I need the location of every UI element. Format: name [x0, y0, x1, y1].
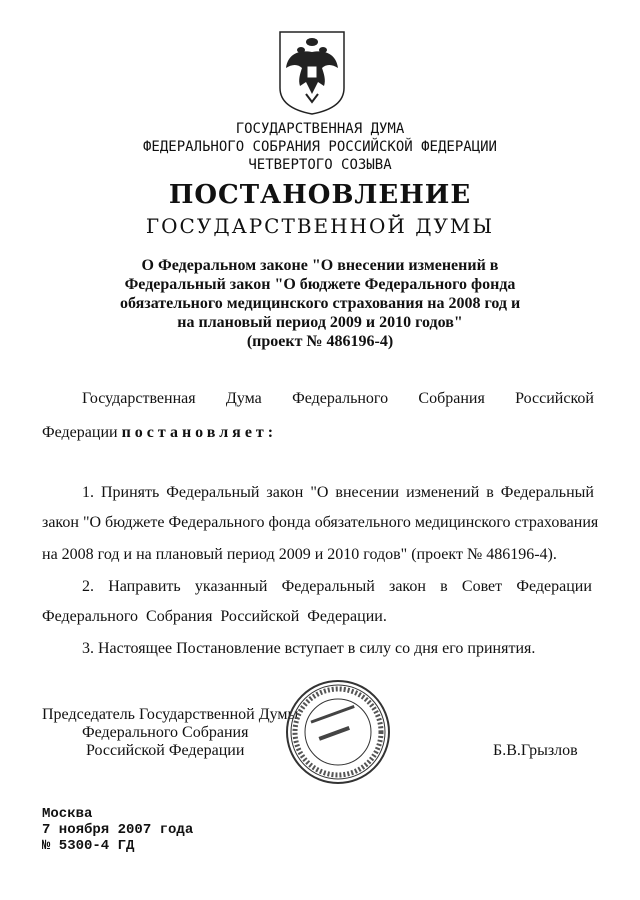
footer-number: № 5300-4 ГД: [42, 838, 135, 854]
preamble-word: Собрания: [418, 390, 485, 407]
item-word: закон: [266, 484, 304, 501]
preamble-word: Российской: [515, 390, 594, 407]
item-word: Федерации: [516, 578, 592, 595]
preamble-decree-word: постановляет:: [121, 424, 278, 441]
official-stamp: [284, 678, 392, 786]
item-word: изменений: [406, 484, 480, 501]
item-word: 1.: [82, 484, 94, 501]
preamble-line-2: [42, 424, 277, 442]
header-line-2: ФЕДЕРАЛЬНОГО СОБРАНИЯ РОССИЙСКОЙ ФЕДЕРАЦИИ: [142, 139, 497, 155]
item-word: Федеральный: [500, 484, 594, 501]
signatory-title-line-3: Российской Федерации: [86, 742, 245, 759]
preamble-word: Федерального: [292, 390, 389, 407]
coat-of-arms-emblem: [276, 28, 348, 116]
item-3: 3. Настоящее Постановление вступает в силу со дня его принятия.: [82, 640, 536, 657]
item-word: Совет: [461, 578, 503, 595]
preamble-word: Государственная: [82, 390, 196, 407]
signatory-name: Б.В.Грызлов: [493, 742, 578, 759]
item-word: Федеральный: [166, 484, 260, 501]
footer-city: Москва: [42, 806, 93, 822]
item-word: закон: [389, 578, 426, 595]
subject-line: на плановый период 2009 и 2010 годов": [177, 314, 463, 331]
signatory-title-line-2: Федерального Собрания: [82, 724, 249, 741]
round-stamp-icon: [284, 678, 392, 786]
item-word: указанный: [194, 578, 268, 595]
preamble-line2-start: Федерации: [42, 424, 118, 441]
item-1-line-1: [82, 484, 594, 502]
item-1-line-2: закон "О бюджете Федерального фонда обязательного медицинского страхования: [42, 514, 599, 531]
item-2-line-2: Федерального Собрания Российской Федерации.: [42, 608, 387, 625]
subject-block: [120, 256, 520, 351]
item-word: в: [440, 578, 448, 595]
item-word: в: [486, 484, 494, 501]
item-word: 2.: [82, 578, 94, 595]
header-line-1: ГОСУДАРСТВЕННАЯ ДУМА: [235, 121, 405, 137]
document-title: ПОСТАНОВЛЕНИЕ: [168, 180, 472, 210]
signatory-title-line-1: Председатель Государственной Думы: [42, 706, 299, 723]
item-word: Направить: [108, 578, 181, 595]
item-word: Принять: [100, 484, 160, 501]
double-headed-eagle-icon: [276, 28, 348, 116]
preamble-line-1: [82, 390, 594, 408]
subject-line: О Федеральном законе "О внесении изменений в: [141, 257, 499, 274]
item-word: Федеральный: [281, 578, 375, 595]
header-line-3: ЧЕТВЕРТОГО СОЗЫВА: [248, 157, 392, 173]
subject-line: (проект № 486196-4): [246, 333, 394, 350]
item-word: внесении: [335, 484, 400, 501]
preamble-word: Дума: [225, 390, 262, 407]
subject-line: обязательного медицинского страхования на 2008 год и: [120, 295, 521, 312]
subject-line: Федеральный закон "О бюджете Федерального фонда: [124, 276, 516, 293]
item-1-line-3: на 2008 год и на плановый период 2009 и 2010 годов" (проект № 486196-4).: [42, 546, 557, 563]
item-word: "О: [310, 484, 329, 501]
footer-date: 7 ноября 2007 года: [42, 822, 194, 838]
document-subtitle: ГОСУДАРСТВЕННОЙ ДУМЫ: [145, 214, 495, 238]
item-2-line-1: [82, 578, 592, 596]
